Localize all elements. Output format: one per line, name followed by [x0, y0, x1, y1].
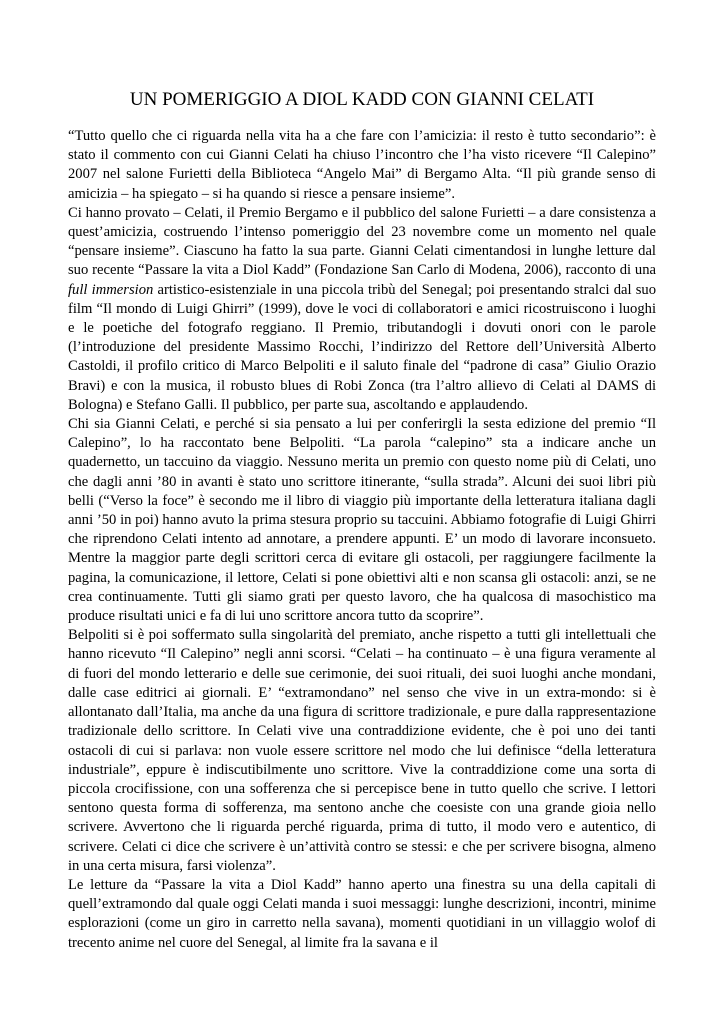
paragraph-2-italic: full immersion — [68, 281, 154, 298]
document-title: UN POMERIGGIO A DIOL KADD CON GIANNI CELATI — [129, 89, 595, 110]
paragraph-3: Chi sia Gianni Celati, e perché si sia pensato a lui per conferirgli la sesta edizione del premio “Il Calepino”, lo ha raccontato bene Belpoliti. “La parola “calepino” sta a indicare anche un quadernetto, un taccuino da viaggio. Nessuno merita un premio con questo nome più di Celati, uno che dagli anni ’80 in avanti è stato uno scrittore itinerante, “sulla strada”. Alcuni dei suoi libri più belli (“Verso la foce” è secondo me il libro di viaggio più importante della letteratura italiana dagli anni ’50 in poi) hanno avuto la prima stesura proprio su taccuini. Abbiamo fotografie di Luigi Ghirri che riprendono Celati intento ad annotare, a prendere appunti. E’ un modo di lavorare inconsueto. Mentre la maggior parte degli scrittori cerca di evitare gli ostacoli, per raggiungere facilmente la pagina, la comunicazione, il lettore, Celati si pone obiettivi alti e non scansa gli ostacoli: anzi, se ne crea continuamente. Tutti gli siamo grati per questo lavoro, che ha qualcosa di masochistico ma produce risultati unici e fa di lui uno scrittore ancora tutto da scoprire”. — [68, 416, 656, 625]
paragraph-4: Belpoliti si è poi soffermato sulla singolarità del premiato, anche rispetto a tutti gli intellettuali che hanno ricevuto “Il Calepino” negli anni scorsi. “Celati – ha continuato – è una figura veramente al di fuori del mondo letterario e delle sue cerimonie, dei suoi rituali, dei suoi luoghi anche mondani, dalle case editrici ai giornali. E’ “extramondano” nel senso che vive in un extra-mondo: si è allontanato dall’Italia, ma anche da una figura di scrittore tradizionale, e pure dalla rappresentazione tradizionale dello scrittore. In Celati vive una contraddizione evidente, che è poi uno dei tanti ostacoli di cui si parlava: non vuole essere scrittore nel modo che lui definisce “della letteratura industriale”, eppure è indiscutibilmente uno scrittore. Vive la contraddizione come una sorta di piccola crocifissione, con una sofferenza che si percepisce bene in tutto quello che scrive. I lettori sentono questa forma di sofferenza, ma sentono anche che coesiste con una grande gioia nello scrivere. Avvertono che li riguarda perché riguarda, prima di tutto, il modo vero e autentico, di scrivere. Celati ci dice che scrivere è un’attività contro se stessi: e che per scrivere bisogna, almeno in una certa misura, farsi violenza”. — [68, 627, 656, 874]
paragraph-2-part-2: artistico-esistenziale in una piccola tribù del Senegal; poi presentando stralci dal suo film “Il mondo di Luigi Ghirri” (1999), dove le voci di collaboratori e amici ricostruiscono i luoghi e le poetiche del fotografo reggiano. Il Premio, tributandogli i dovuti onori con le parole (l’introduzione del presidente Massimo Rocchi, l’indirizzo del Rettore dell’Università Alberto Castoldi, il profilo critico di Marco Belpoliti e il saluto finale del “padrone di casa” Giulio Orazio Bravi) e con la musica, il robusto blues di Robi Zonca (tra l’altro allievo di Celati al DAMS di Bologna) e Stefano Galli. Il pubblico, per parte sua, ascoltando e applaudendo. — [68, 281, 657, 413]
paragraph-5: Le letture da “Passare la vita a Diol Kadd” hanno aperto una finestra su una della capitali di quell’extramondo dal quale oggi Celati manda i suoi messaggi: lunghe descrizioni, incontri, minime esplorazioni (come un giro in carretto nella savana), momenti quotidiani in un villaggio wolof di trecento anime nel cuore del Senegal, al limite fra la savana e il — [68, 876, 656, 951]
paragraph-2-part-1: Ci hanno provato – Celati, il Premio Bergamo e il pubblico del salone Furietti – a dare consistenza a quest’amicizia, costruendo l’intenso pomeriggio del 23 novembre come un momento nel quale “pensare insieme”. Ciascuno ha fatto la sua parte. Gianni Celati cimentandosi in lunghe letture dal suo recente “Passare la vita a Diol Kadd” (Fondazione San Carlo di Modena, 2006), racconto di una — [68, 204, 656, 279]
paragraph-2 — [68, 204, 656, 415]
document-page — [68, 88, 656, 953]
paragraph-1: “Tutto quello che ci riguarda nella vita ha a che fare con l’amicizia: il resto è tutto secondario”: è stato il commento con cui Gianni Celati ha chiuso l’incontro che l’ha visto ricevere “Il Calepino” 2007 nel salone Furietti della Biblioteca “Angelo Mai” di Bergamo Alta. “Il più grande senso di amicizia – ha spiegato – si ha quando si riesce a pensare insieme”. — [68, 128, 656, 202]
